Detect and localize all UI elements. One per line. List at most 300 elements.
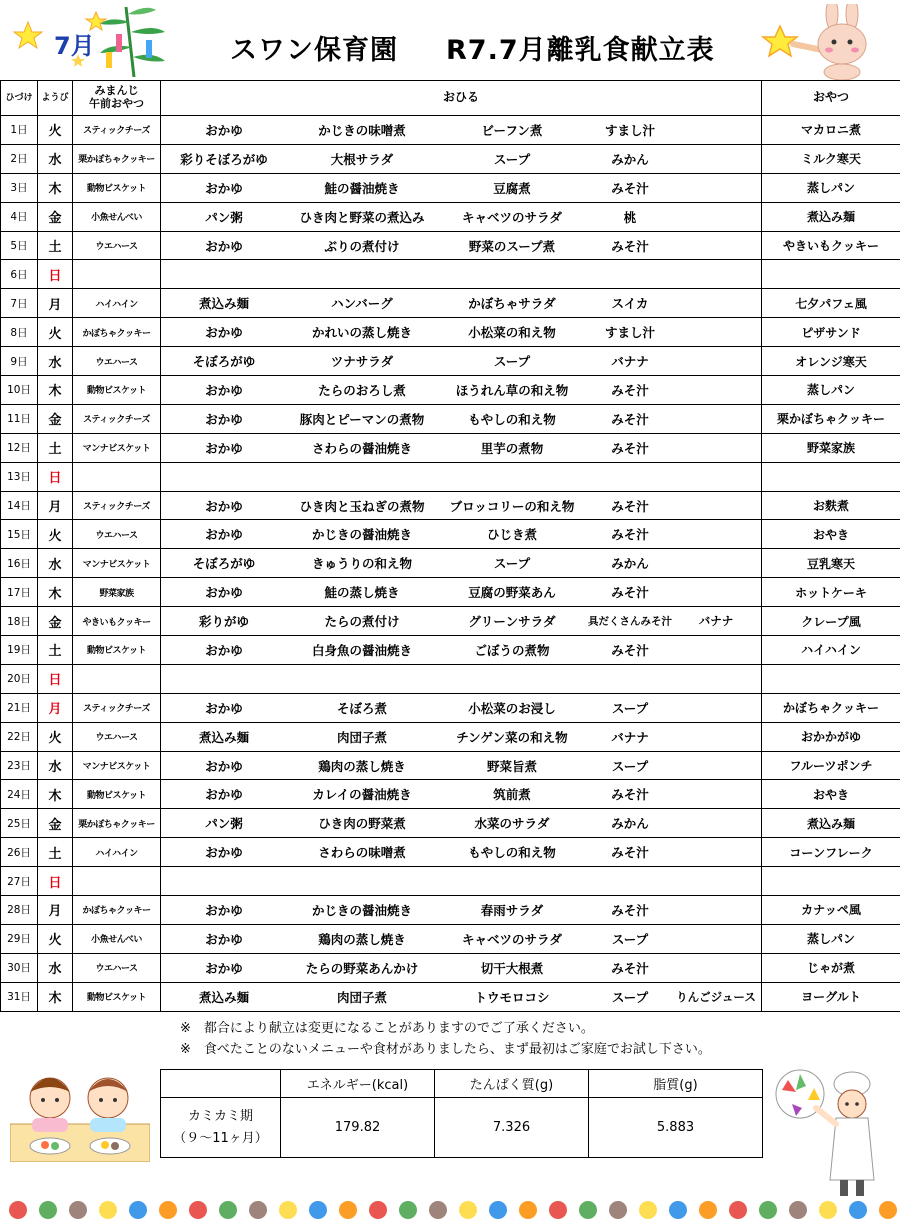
row-snack-pm (762, 664, 900, 693)
lunch-item: みそ汁 (611, 902, 649, 918)
lunch-item: おかゆ (205, 180, 243, 196)
lunch-item: そぼろがゆ (192, 556, 256, 572)
menu-row (1, 693, 900, 722)
lunch-item: さわらの醤油焼き (311, 440, 412, 456)
row-lunch (161, 520, 762, 549)
lunch-item: おかゆ (205, 238, 243, 254)
menu-row (1, 231, 900, 260)
border-motif (609, 1201, 627, 1219)
row-snack-am: ハイハイン (73, 838, 161, 867)
border-motif (69, 1201, 87, 1219)
row-lunch (161, 549, 762, 578)
row-snack-pm: コーンフレーク (762, 838, 900, 867)
lunch-item: ブロッコリーの和え物 (449, 498, 575, 514)
row-lunch (161, 260, 762, 289)
lunch-item: おかゆ (205, 700, 243, 716)
row-snack-pm: ホットケーキ (762, 578, 900, 607)
menu-row (1, 982, 900, 1011)
lunch-item: さわらの味噌煮 (318, 845, 406, 861)
menu-title: R7.7月離乳食献立表 (446, 35, 715, 66)
menu-row (1, 607, 900, 636)
lunch-item: ビーフン煮 (481, 122, 543, 138)
menu-row (1, 260, 900, 289)
row-snack-pm: 煮込み麺 (762, 202, 900, 231)
row-weekday: 土 (38, 231, 73, 260)
lunch-item: スープ (611, 989, 649, 1005)
row-snack-am: ウエハース (73, 347, 161, 376)
lunch-item: すまし汁 (604, 122, 655, 138)
lunch-item: ひき肉と野菜の煮込み (299, 209, 425, 225)
row-weekday: 日 (38, 260, 73, 289)
row-snack-am: 動物ビスケット (73, 636, 161, 665)
row-snack-am: 動物ビスケット (73, 173, 161, 202)
row-snack-am: スティックチーズ (73, 693, 161, 722)
lunch-item: 肉団子煮 (336, 989, 387, 1005)
row-snack-pm (762, 260, 900, 289)
lunch-item: もやしの和え物 (468, 845, 556, 861)
border-motif (879, 1201, 897, 1219)
menu-row (1, 202, 900, 231)
lunch-item: きゅうりの和え物 (311, 556, 412, 572)
lunch-item: 野菜旨煮 (486, 758, 537, 774)
nutrition-fat-value: 5.883 (589, 1098, 763, 1158)
menu-row (1, 116, 900, 145)
row-date: 16日 (1, 549, 38, 578)
lunch-item: 里芋の煮物 (480, 440, 544, 456)
row-weekday: 火 (38, 924, 73, 953)
row-snack-pm: 蒸しパン (762, 173, 900, 202)
row-weekday: 水 (38, 347, 73, 376)
menu-row (1, 462, 900, 491)
lunch-item: 桃 (623, 209, 637, 225)
tanabata-bamboo-icon (6, 2, 176, 80)
border-motif (279, 1201, 297, 1219)
row-lunch (161, 289, 762, 318)
row-snack-am: 動物ビスケット (73, 780, 161, 809)
border-motif (159, 1201, 177, 1219)
row-lunch (161, 924, 762, 953)
row-snack-am: 動物ビスケット (73, 376, 161, 405)
lunch-item: たらの野菜あんかけ (305, 960, 419, 976)
row-weekday: 木 (38, 780, 73, 809)
row-snack-am: 動物ビスケット (73, 982, 161, 1011)
row-weekday: 土 (38, 636, 73, 665)
lunch-item: スイカ (611, 296, 649, 312)
lunch-item: スープ (493, 151, 531, 167)
menu-row (1, 144, 900, 173)
border-motif (759, 1201, 777, 1219)
row-snack-am: ウエハース (73, 953, 161, 982)
menu-row (1, 636, 900, 665)
row-weekday: 月 (38, 693, 73, 722)
row-snack-pm: やきいもクッキー (762, 231, 900, 260)
lunch-item: バナナ (611, 354, 649, 370)
border-motif (189, 1201, 207, 1219)
row-snack-am: スティックチーズ (73, 116, 161, 145)
lunch-item: 鶏肉の蒸し焼き (318, 758, 406, 774)
row-snack-am (73, 260, 161, 289)
menu-row (1, 376, 900, 405)
lunch-item: みそ汁 (611, 238, 649, 254)
nutrition-header-fat: 脂質(g) (589, 1070, 763, 1098)
row-snack-pm: おやき (762, 520, 900, 549)
lunch-item: パン粥 (205, 816, 243, 832)
row-weekday: 月 (38, 289, 73, 318)
lunch-item: 鮭の醤油焼き (324, 180, 400, 196)
border-motif (339, 1201, 357, 1219)
row-date: 10日 (1, 376, 38, 405)
table-header-row (1, 81, 900, 116)
menu-row (1, 751, 900, 780)
row-snack-pm: フルーツポンチ (762, 751, 900, 780)
tanzaku-strip (116, 34, 122, 52)
lunch-item: みそ汁 (611, 845, 649, 861)
lunch-item: 豆腐の野菜あん (468, 585, 556, 601)
lunch-item: みそ汁 (611, 498, 649, 514)
row-weekday: 火 (38, 116, 73, 145)
row-snack-pm: おやき (762, 780, 900, 809)
menu-row (1, 347, 900, 376)
lunch-item: みそ汁 (611, 440, 649, 456)
row-weekday: 金 (38, 809, 73, 838)
menu-row (1, 173, 900, 202)
lunch-item: おかゆ (205, 787, 243, 803)
lunch-item: 切干大根煮 (480, 960, 544, 976)
nutrition-header-protein: たんぱく質(g) (435, 1070, 589, 1098)
row-lunch (161, 231, 762, 260)
lunch-item: バナナ (698, 614, 734, 629)
row-weekday: 月 (38, 491, 73, 520)
lunch-item: スープ (611, 931, 649, 947)
row-lunch (161, 433, 762, 462)
lunch-item: グリーンサラダ (468, 614, 556, 630)
lunch-item: おかゆ (205, 960, 243, 976)
border-motif (429, 1201, 447, 1219)
row-date: 1日 (1, 116, 38, 145)
children-eating-icon (10, 1062, 150, 1162)
menu-row (1, 289, 900, 318)
nutrition-header-row (161, 1070, 763, 1098)
nutrition-corner (161, 1070, 281, 1098)
row-date: 23日 (1, 751, 38, 780)
lunch-item: ぶりの煮付け (324, 238, 400, 254)
tanzaku-strip (146, 40, 152, 58)
nutrition-protein-value: 7.326 (435, 1098, 589, 1158)
page-title (230, 28, 715, 67)
row-weekday: 木 (38, 982, 73, 1011)
lunch-item: スープ (611, 700, 649, 716)
row-snack-pm (762, 867, 900, 896)
menu-table (0, 80, 900, 1012)
menu-row (1, 953, 900, 982)
nutrition-header-energy: エネルギー(kcal) (281, 1070, 435, 1098)
lunch-item: ひき肉と玉ねぎの煮物 (299, 498, 425, 514)
lunch-item: おかゆ (205, 845, 243, 861)
row-snack-pm: マカロニ煮 (762, 116, 900, 145)
row-snack-pm: オレンジ寒天 (762, 347, 900, 376)
row-lunch (161, 491, 762, 520)
border-motif (819, 1201, 837, 1219)
lunch-item: おかゆ (205, 931, 243, 947)
lunch-item: みそ汁 (611, 585, 649, 601)
lunch-item: 煮込み麺 (198, 729, 249, 745)
row-snack-am (73, 462, 161, 491)
row-weekday: 火 (38, 722, 73, 751)
lunch-item: 小松菜の和え物 (468, 325, 556, 341)
lunch-item: かじきの醤油焼き (311, 902, 412, 918)
row-weekday: 金 (38, 607, 73, 636)
row-date: 24日 (1, 780, 38, 809)
lunch-item: キャベツのサラダ (462, 931, 562, 947)
row-snack-pm: カナッペ風 (762, 896, 900, 925)
lunch-item: 野菜のスープ煮 (468, 238, 556, 254)
lunch-item: 煮込み麺 (198, 989, 249, 1005)
lunch-item: ほうれん草の和え物 (455, 382, 569, 398)
row-snack-am: ウエハース (73, 231, 161, 260)
row-date: 28日 (1, 896, 38, 925)
row-snack-pm: おかかがゆ (762, 722, 900, 751)
row-date: 19日 (1, 636, 38, 665)
lunch-item: みそ汁 (611, 411, 649, 427)
border-motif (309, 1201, 327, 1219)
row-weekday: 水 (38, 751, 73, 780)
lunch-item: 豆腐煮 (493, 180, 531, 196)
row-lunch (161, 636, 762, 665)
row-lunch (161, 693, 762, 722)
row-snack-am: マンナビスケット (73, 549, 161, 578)
row-lunch (161, 896, 762, 925)
row-weekday: 日 (38, 462, 73, 491)
row-date: 9日 (1, 347, 38, 376)
row-lunch (161, 462, 762, 491)
row-date: 2日 (1, 144, 38, 173)
row-date: 13日 (1, 462, 38, 491)
row-date: 11日 (1, 404, 38, 433)
lunch-item: みそ汁 (611, 787, 649, 803)
lunch-item: かれいの蒸し焼き (311, 325, 412, 341)
row-date: 3日 (1, 173, 38, 202)
row-weekday: 木 (38, 173, 73, 202)
border-motif (249, 1201, 267, 1219)
row-lunch (161, 578, 762, 607)
row-snack-pm: クレープ風 (762, 607, 900, 636)
border-motif (849, 1201, 867, 1219)
nutrition-stage-label (161, 1098, 281, 1158)
row-snack-am: かぼちゃクッキー (73, 896, 161, 925)
menu-row (1, 520, 900, 549)
row-lunch (161, 780, 762, 809)
row-weekday: 水 (38, 144, 73, 173)
nursery-name: スワン保育園 (230, 35, 398, 66)
menu-row (1, 318, 900, 347)
menu-row (1, 491, 900, 520)
border-motif (399, 1201, 417, 1219)
row-snack-am: スティックチーズ (73, 404, 161, 433)
lunch-item: おかゆ (205, 411, 243, 427)
lunch-item: みかん (611, 816, 649, 832)
stage-age: （９～11ヶ月） (173, 1130, 268, 1146)
row-date: 4日 (1, 202, 38, 231)
header (0, 0, 900, 80)
row-weekday: 火 (38, 520, 73, 549)
row-lunch (161, 953, 762, 982)
border-motif (129, 1201, 147, 1219)
menu-row (1, 896, 900, 925)
row-date: 15日 (1, 520, 38, 549)
border-motif (369, 1201, 387, 1219)
row-snack-am: 小魚せんべい (73, 202, 161, 231)
col-date: ひづけ (1, 81, 38, 116)
chef-icon (770, 1060, 890, 1200)
lunch-item: おかゆ (205, 382, 243, 398)
menu-row (1, 924, 900, 953)
row-snack-am (73, 867, 161, 896)
col-lunch: おひる (161, 81, 762, 116)
row-snack-am: スティックチーズ (73, 491, 161, 520)
row-snack-pm: かぼちゃクッキー (762, 693, 900, 722)
border-motif (9, 1201, 27, 1219)
lunch-item: かじきの味噌煮 (318, 122, 406, 138)
lunch-item: 水菜のサラダ (474, 816, 550, 832)
row-snack-am (73, 664, 161, 693)
row-lunch (161, 607, 762, 636)
row-snack-am: かぼちゃクッキー (73, 318, 161, 347)
row-lunch (161, 722, 762, 751)
row-lunch (161, 318, 762, 347)
row-date: 29日 (1, 924, 38, 953)
menu-row (1, 780, 900, 809)
row-snack-pm: ピザサンド (762, 318, 900, 347)
lunch-item: おかゆ (205, 440, 243, 456)
lunch-item: ごぼうの煮物 (474, 642, 550, 658)
row-lunch (161, 751, 762, 780)
row-snack-pm: 栗かぼちゃクッキー (762, 404, 900, 433)
lunch-item: 豚肉とピーマンの煮物 (299, 411, 425, 427)
row-date: 22日 (1, 722, 38, 751)
row-snack-pm: 蒸しパン (762, 924, 900, 953)
row-date: 20日 (1, 664, 38, 693)
row-snack-am: やきいもクッキー (73, 607, 161, 636)
lunch-item: たらのおろし煮 (318, 382, 406, 398)
lunch-item: トウモロコシ (474, 989, 550, 1005)
row-lunch (161, 867, 762, 896)
lunch-item: ツナサラダ (330, 354, 394, 370)
border-motif (789, 1201, 807, 1219)
row-snack-am: マンナビスケット (73, 433, 161, 462)
lunch-item: おかゆ (205, 325, 243, 341)
row-snack-pm: 七夕パフェ風 (762, 289, 900, 318)
row-weekday: 金 (38, 202, 73, 231)
menu-row (1, 809, 900, 838)
border-motif (219, 1201, 237, 1219)
border-motif (489, 1201, 507, 1219)
lunch-item: おかゆ (205, 642, 243, 658)
row-weekday: 日 (38, 867, 73, 896)
lunch-item: スープ (493, 354, 531, 370)
row-lunch (161, 809, 762, 838)
lunch-item: 春雨サラダ (480, 902, 544, 918)
row-date: 12日 (1, 433, 38, 462)
lunch-item: スープ (493, 556, 531, 572)
lunch-item: おかゆ (205, 758, 243, 774)
menu-row (1, 578, 900, 607)
row-date: 25日 (1, 809, 38, 838)
border-motif (669, 1201, 687, 1219)
menu-row (1, 867, 900, 896)
lunch-item: 鮭の蒸し焼き (324, 585, 400, 601)
row-date: 30日 (1, 953, 38, 982)
row-snack-pm: ハイハイン (762, 636, 900, 665)
lunch-item: パン粥 (205, 209, 243, 225)
star-icon (86, 12, 106, 30)
border-motif (39, 1201, 57, 1219)
row-lunch (161, 982, 762, 1011)
col-weekday: ようび (38, 81, 73, 116)
row-snack-am: 栗かぼちゃクッキー (73, 144, 161, 173)
lunch-item: 白身魚の醤油焼き (311, 642, 412, 658)
lunch-item: みそ汁 (611, 180, 649, 196)
row-weekday: 月 (38, 896, 73, 925)
summer-border-decoration (0, 1195, 900, 1225)
menu-row (1, 838, 900, 867)
col-snack-am: みまんじ 午前おやつ (73, 81, 161, 116)
lunch-item: そぼろ煮 (336, 700, 387, 716)
lunch-item: みかん (611, 556, 649, 572)
row-snack-am: ウエハース (73, 520, 161, 549)
lunch-item: バナナ (611, 729, 649, 745)
lunch-item: ひじき煮 (486, 527, 537, 543)
note-line: ※ 都合により献立は変更になることがありますのでご了承ください。 (180, 1021, 594, 1036)
nutrition-value-row (161, 1098, 763, 1158)
row-date: 18日 (1, 607, 38, 636)
row-snack-pm: 野菜家族 (762, 433, 900, 462)
row-snack-am: マンナビスケット (73, 751, 161, 780)
row-date: 14日 (1, 491, 38, 520)
row-snack-pm: ヨーグルト (762, 982, 900, 1011)
row-snack-pm: 豆乳寒天 (762, 549, 900, 578)
border-motif (459, 1201, 477, 1219)
row-weekday: 木 (38, 376, 73, 405)
row-weekday: 水 (38, 549, 73, 578)
stage-name: カミカミ期 (187, 1108, 253, 1124)
lunch-item: りんごジュース (676, 989, 756, 1004)
border-motif (99, 1201, 117, 1219)
row-lunch (161, 838, 762, 867)
row-weekday: 土 (38, 838, 73, 867)
row-weekday: 火 (38, 318, 73, 347)
lunch-item: かぼちゃサラダ (468, 296, 556, 312)
lunch-item: みそ汁 (611, 960, 649, 976)
row-lunch (161, 202, 762, 231)
border-motif (729, 1201, 747, 1219)
menu-row (1, 433, 900, 462)
tanzaku-strip (106, 52, 112, 68)
row-snack-am: ウエハース (73, 722, 161, 751)
lunch-item: おかゆ (205, 122, 243, 138)
border-motif (639, 1201, 657, 1219)
lunch-item: 小松菜のお浸し (468, 700, 556, 716)
row-date: 31日 (1, 982, 38, 1011)
row-lunch (161, 347, 762, 376)
row-snack-pm: 煮込み麺 (762, 809, 900, 838)
lunch-item: みそ汁 (611, 527, 649, 543)
row-lunch (161, 404, 762, 433)
border-motif (579, 1201, 597, 1219)
lunch-item: 肉団子煮 (336, 729, 387, 745)
row-date: 27日 (1, 867, 38, 896)
notes (180, 1018, 711, 1060)
row-lunch (161, 173, 762, 202)
